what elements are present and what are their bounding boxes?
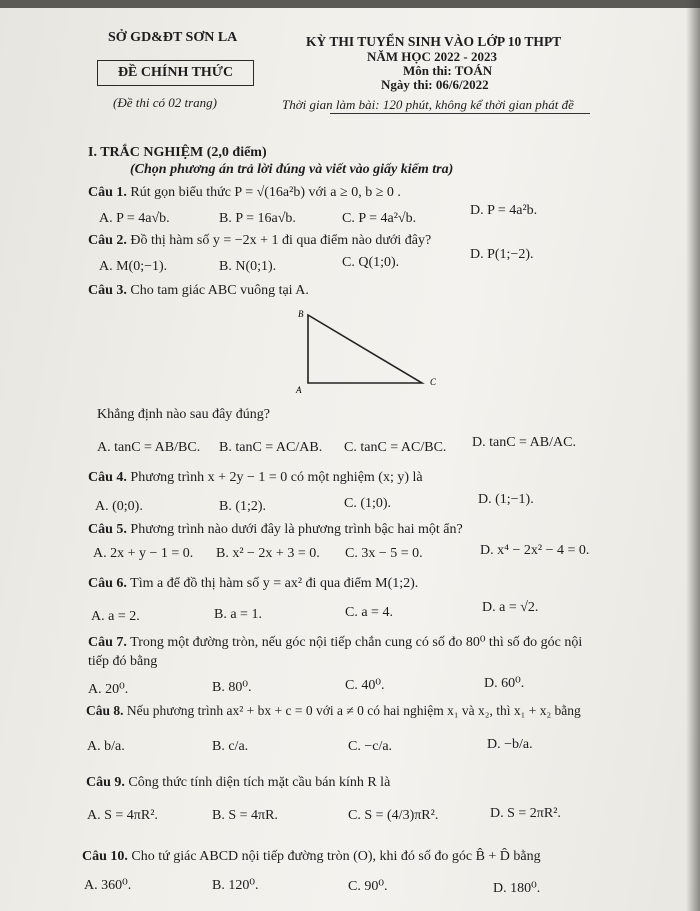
question-10 bbox=[82, 849, 541, 865]
pages-note: (Đề thi có 02 trang) bbox=[113, 95, 217, 110]
question-7 bbox=[88, 634, 582, 651]
q8-option-a: A. b/a. bbox=[87, 739, 125, 754]
question-label: Câu 8. bbox=[86, 703, 124, 718]
q3-option-c: C. tanC = AC/BC. bbox=[344, 440, 447, 455]
q3-option-d: D. tanC = AB/AC. bbox=[472, 435, 576, 450]
question-text: Rút gọn biểu thức P = √(16a²b) với a ≥ 0, b ≥ 0 . bbox=[130, 185, 401, 200]
question-6 bbox=[88, 576, 418, 592]
q4-option-b: B. (1;2). bbox=[219, 499, 267, 514]
q9-option-c: C. S = (4/3)πR². bbox=[348, 808, 439, 823]
department-name: SỞ GD&ĐT SƠN LA bbox=[108, 30, 238, 45]
q4-option-d: D. (1;−1). bbox=[478, 492, 534, 507]
q8-option-b: B. c/a. bbox=[212, 739, 249, 754]
page-edge-top bbox=[0, 0, 700, 8]
question-text: Trong một đường tròn, nếu góc nội tiếp chắn cung có số đo 80⁰ thì số đo góc nội bbox=[130, 635, 583, 650]
vertex-c-label: C bbox=[430, 377, 437, 387]
page-edge-right bbox=[686, 0, 700, 911]
question-label: Câu 3. bbox=[88, 283, 127, 298]
q4-option-a: A. (0;0). bbox=[95, 499, 143, 514]
question-text: Phương trình x + 2y − 1 = 0 có một nghiệm (x; y) là bbox=[130, 470, 423, 485]
q6-option-b: B. a = 1. bbox=[214, 607, 262, 622]
question-label: Câu 2. bbox=[88, 233, 127, 248]
question-label: Câu 1. bbox=[88, 185, 127, 200]
question-text: Phương trình nào dưới đây là phương trình bậc hai một ẩn? bbox=[130, 522, 463, 537]
q1-option-c: C. P = 4a²√b. bbox=[342, 211, 417, 226]
q1-option-d: D. P = 4a²b. bbox=[470, 203, 538, 218]
vertex-b-label: B bbox=[298, 309, 304, 319]
q6-option-d: D. a = √2. bbox=[482, 600, 539, 615]
question-5 bbox=[88, 522, 463, 538]
q4-option-c: C. (1;0). bbox=[344, 496, 392, 511]
q5-option-d: D. x⁴ − 2x² − 4 = 0. bbox=[480, 543, 590, 558]
question-text: Đồ thị hàm số y = −2x + 1 đi qua điểm nào dưới đây? bbox=[130, 233, 432, 248]
section-title: I. TRẮC NGHIỆM (2,0 điểm) bbox=[88, 145, 267, 160]
question-4 bbox=[88, 470, 423, 486]
header-underline bbox=[330, 113, 590, 114]
q7-option-a: A. 20⁰. bbox=[88, 682, 129, 697]
q9-option-d: D. S = 2πR². bbox=[490, 806, 561, 821]
question-label: Câu 5. bbox=[88, 522, 127, 537]
question-label: Câu 10. bbox=[82, 849, 128, 864]
q2-option-d: D. P(1;−2). bbox=[470, 247, 534, 262]
question-text: Nếu phương trình ax² + bx + c = 0 với a ≠ 0 có hai nghiệm x₁ và x₂, thì x₁ + x₂ bằng bbox=[126, 703, 581, 718]
question-text: Cho tứ giác ABCD nội tiếp đường tròn (O), khi đó số đo góc B̂ + D̂ bằng bbox=[131, 849, 541, 864]
q5-option-b: B. x² − 2x + 3 = 0. bbox=[216, 546, 320, 561]
exam-subject: Môn thi: TOÁN bbox=[403, 63, 493, 78]
q7-option-b: B. 80⁰. bbox=[212, 680, 252, 695]
q9-option-a: A. S = 4πR². bbox=[87, 808, 158, 823]
q8-option-d: D. −b/a. bbox=[487, 737, 533, 752]
question-label: Câu 4. bbox=[88, 470, 127, 485]
q3-option-b: B. tanC = AC/AB. bbox=[219, 440, 323, 455]
q3-option-a: A. tanC = AB/BC. bbox=[97, 440, 201, 455]
q10-option-b: B. 120⁰. bbox=[212, 878, 259, 893]
right-triangle-figure bbox=[290, 305, 450, 400]
question-label: Câu 9. bbox=[86, 775, 125, 790]
triangle-abc bbox=[308, 315, 422, 383]
exam-duration: Thời gian làm bài: 120 phút, không kể thời gian phát đề bbox=[282, 97, 574, 112]
question-text: Tìm a để đồ thị hàm số y = ax² đi qua điểm M(1;2). bbox=[130, 576, 419, 591]
question-3 bbox=[88, 283, 309, 299]
vertex-a-label: A bbox=[296, 385, 302, 395]
q8-option-c: C. −c/a. bbox=[348, 739, 393, 754]
question-text: Cho tam giác ABC vuông tại A. bbox=[130, 283, 309, 298]
q2-option-b: B. N(0;1). bbox=[219, 259, 277, 274]
question-text: Công thức tính diện tích mặt cầu bán kính R là bbox=[128, 775, 391, 790]
q1-option-a: A. P = 4a√b. bbox=[99, 211, 170, 226]
exam-title: KỲ THI TUYỂN SINH VÀO LỚP 10 THPT bbox=[306, 34, 562, 49]
q2-option-c: C. Q(1;0). bbox=[342, 255, 400, 270]
question-2 bbox=[88, 233, 431, 249]
section-instruction: (Chọn phương án trả lời đúng và viết vào giấy kiểm tra) bbox=[130, 162, 454, 177]
q10-option-c: C. 90⁰. bbox=[348, 879, 388, 894]
exam-date: Ngày thi: 06/6/2022 bbox=[381, 77, 489, 92]
question-3-prompt: Khẳng định nào sau đây đúng? bbox=[97, 407, 271, 422]
question-label: Câu 6. bbox=[88, 576, 127, 591]
question-7-continued: tiếp đó bằng bbox=[88, 654, 158, 669]
q10-option-a: A. 360⁰. bbox=[84, 878, 132, 893]
official-exam-box: ĐỀ CHÍNH THỨC bbox=[97, 60, 254, 86]
q1-option-b: B. P = 16a√b. bbox=[219, 211, 296, 226]
q2-option-a: A. M(0;−1). bbox=[99, 259, 168, 274]
question-1 bbox=[88, 185, 401, 201]
q10-option-d: D. 180⁰. bbox=[493, 881, 541, 896]
school-year: NĂM HỌC 2022 - 2023 bbox=[367, 49, 497, 64]
q5-option-a: A. 2x + y − 1 = 0. bbox=[93, 546, 194, 561]
q5-option-c: C. 3x − 5 = 0. bbox=[345, 546, 423, 561]
question-label: Câu 7. bbox=[88, 635, 127, 650]
q7-option-d: D. 60⁰. bbox=[484, 676, 525, 691]
question-9 bbox=[86, 775, 390, 791]
q6-option-a: A. a = 2. bbox=[91, 609, 140, 624]
q7-option-c: C. 40⁰. bbox=[345, 678, 385, 693]
question-8 bbox=[86, 703, 581, 719]
q9-option-b: B. S = 4πR. bbox=[212, 808, 278, 823]
q6-option-c: C. a = 4. bbox=[345, 605, 393, 620]
